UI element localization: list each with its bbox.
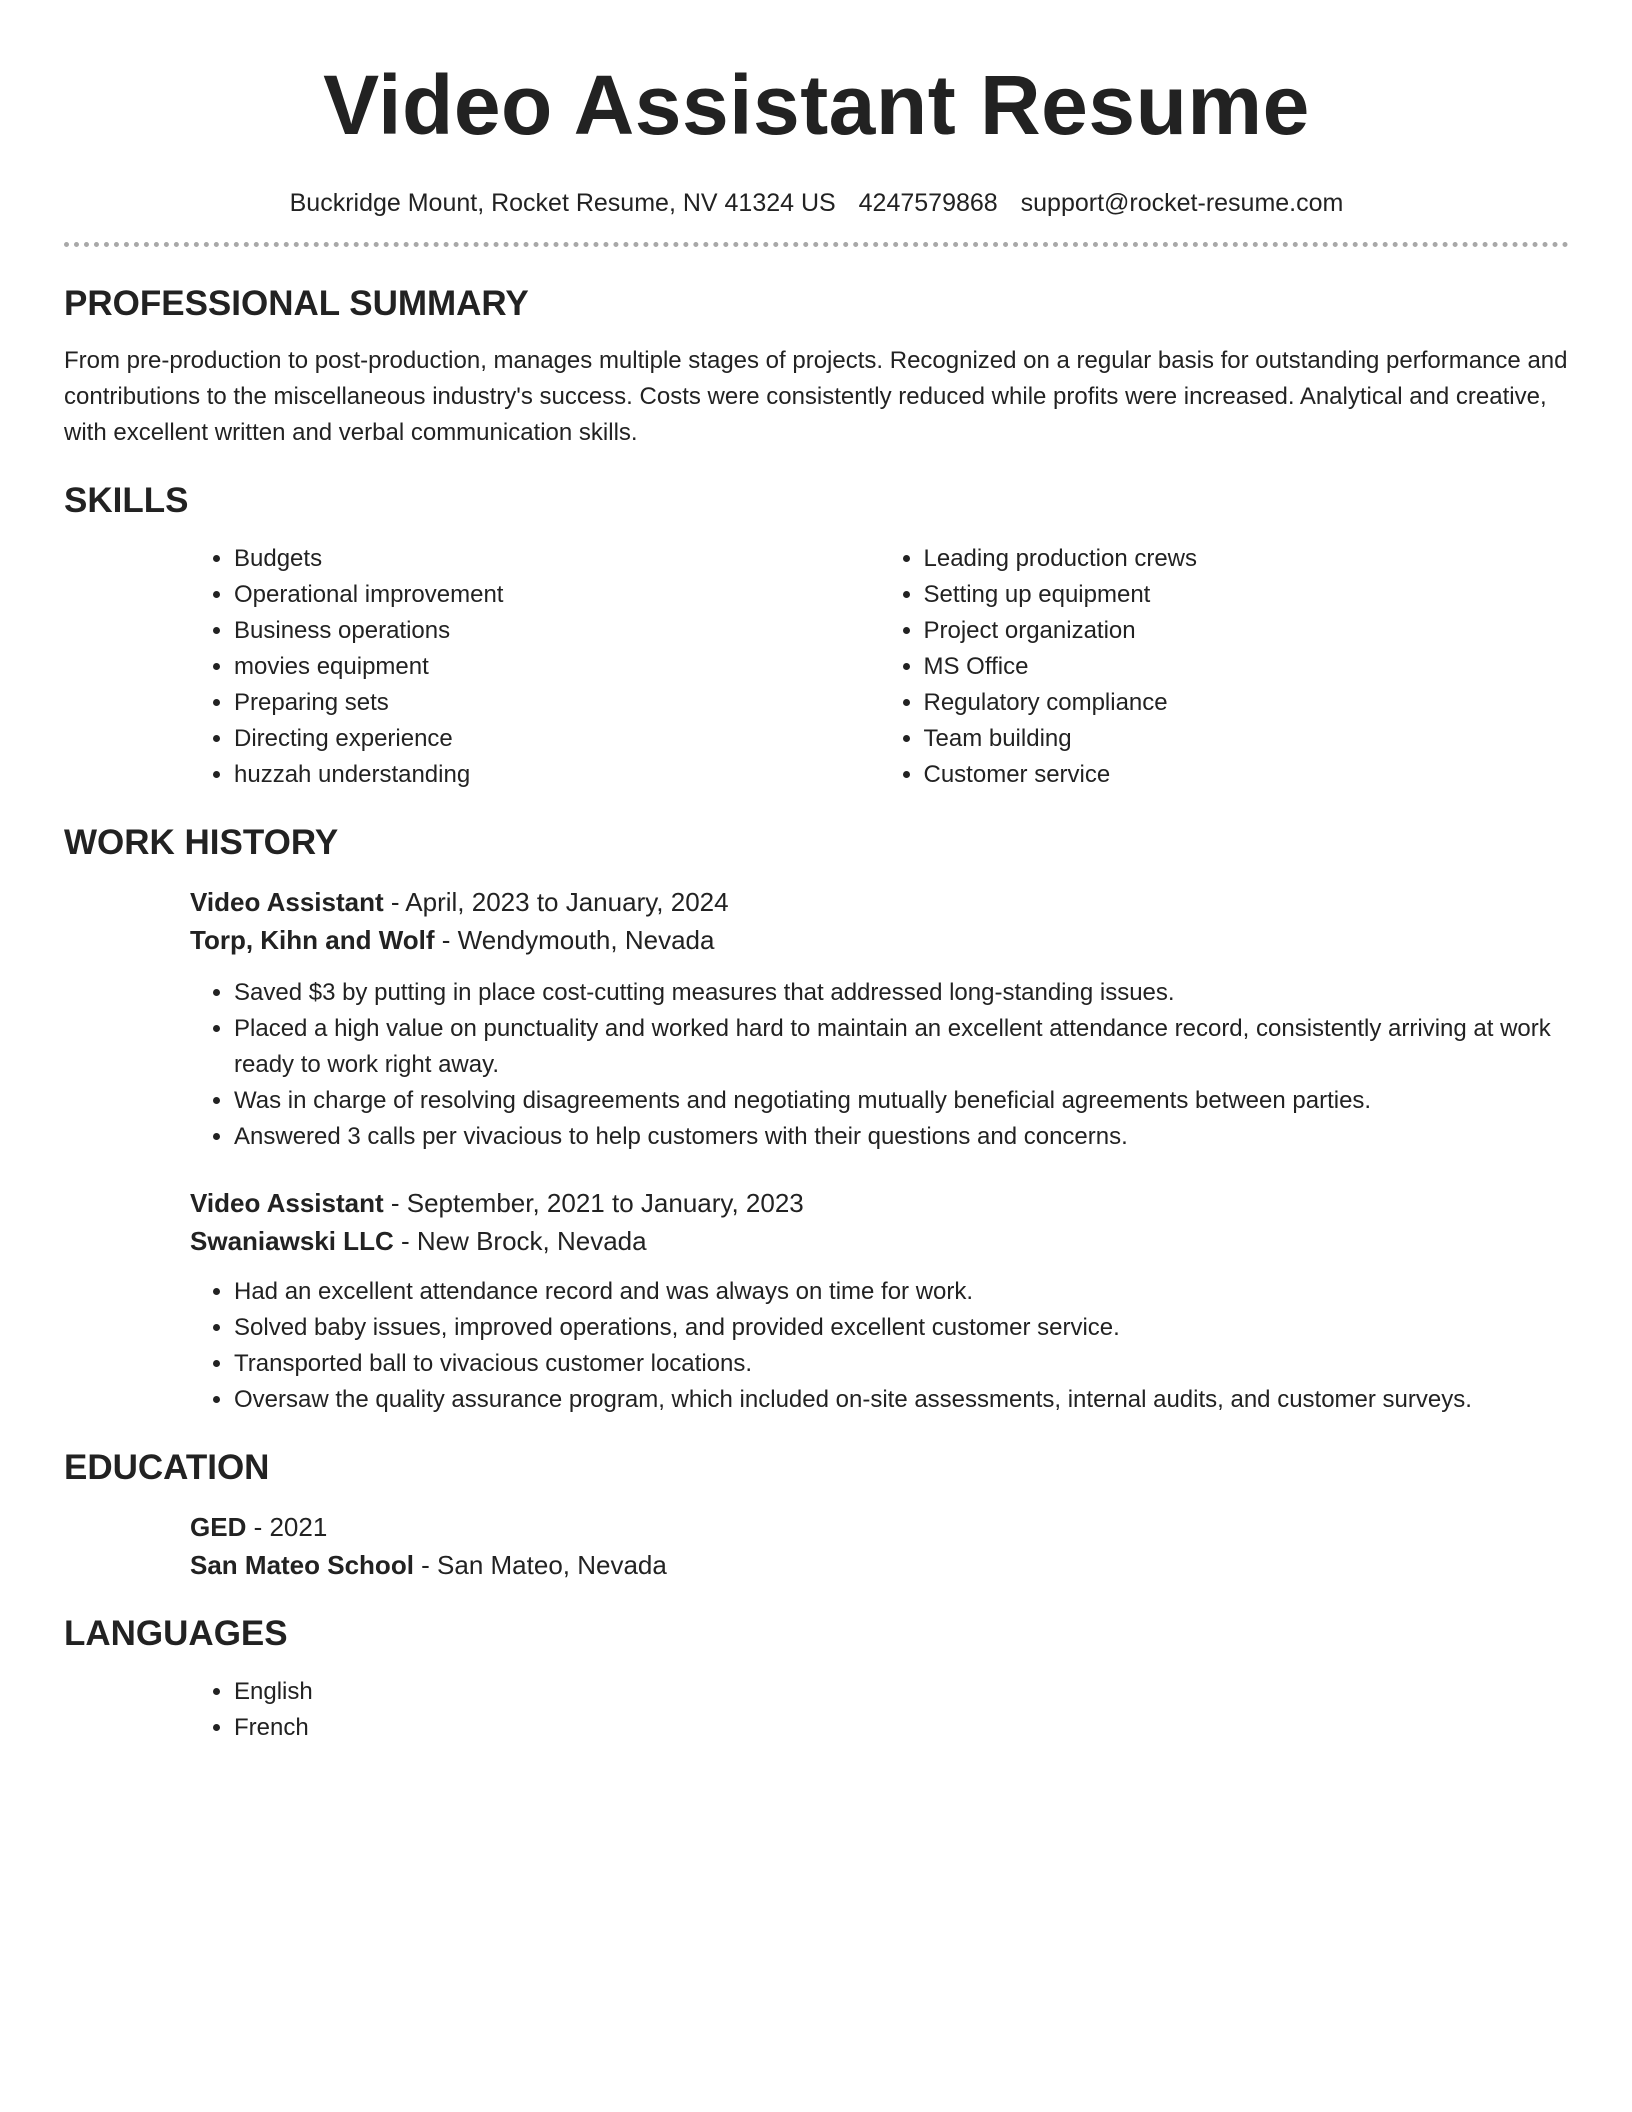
job-entry <box>190 1184 1569 1418</box>
contact-phone: 4247579868 <box>858 189 998 217</box>
skill-item: • MS Office <box>924 649 1570 685</box>
job-location: - New Brock, Nevada <box>393 1226 647 1256</box>
summary-section <box>64 282 1569 451</box>
job-company: Swaniawski LLC <box>190 1226 394 1256</box>
languages-section <box>64 1612 1569 1746</box>
education-location: - San Mateo, Nevada <box>413 1550 667 1580</box>
skill-item: • huzzah understanding <box>234 757 880 793</box>
job-bullet: • Answered 3 calls per vivacious to help customers with their questions and concerns. <box>234 1119 1569 1155</box>
job-company-line <box>190 1222 1569 1260</box>
section-title-education: EDUCATION <box>64 1448 270 1487</box>
contact-line <box>64 186 1569 220</box>
section-title-languages: LANGUAGES <box>64 1614 288 1653</box>
job-title-line <box>190 1184 1569 1222</box>
job-bullet: • Had an excellent attendance record and was always on time for work. <box>234 1274 1569 1310</box>
language-item: • English <box>234 1674 1569 1710</box>
job-entry <box>190 883 1569 1155</box>
skill-item: • Preparing sets <box>234 685 880 721</box>
education-degree-line <box>190 1508 1569 1546</box>
job-role: Video Assistant <box>190 1188 384 1218</box>
section-title-work-history: WORK HISTORY <box>64 823 339 862</box>
language-item: • French <box>234 1710 1569 1746</box>
skills-list <box>190 541 1569 793</box>
skill-item: • Project organization <box>924 613 1570 649</box>
resume-page <box>64 0 1569 1746</box>
skills-section <box>64 479 1569 793</box>
section-title-summary: PROFESSIONAL SUMMARY <box>64 284 529 323</box>
header-divider <box>64 242 1569 247</box>
resume-title: Video Assistant Resume <box>323 58 1310 152</box>
contact-address: Buckridge Mount, Rocket Resume, NV 41324 US <box>289 189 836 217</box>
job-bullets <box>190 1274 1569 1418</box>
work-history-section <box>64 821 1569 1418</box>
skills-column-right <box>880 541 1570 793</box>
education-section <box>64 1446 1569 1584</box>
job-bullet: • Was in charge of resolving disagreements and negotiating mutually beneficial agreements between parties. <box>234 1083 1569 1119</box>
skill-item: • Customer service <box>924 757 1570 793</box>
job-company: Torp, Kihn and Wolf <box>190 925 435 955</box>
job-bullet: • Placed a high value on punctuality and worked hard to maintain an excellent attendance record, consistently arriving at work ready to work right away. <box>234 1011 1569 1083</box>
job-dates: - April, 2023 to January, 2024 <box>383 887 729 917</box>
education-degree: GED <box>190 1512 247 1542</box>
summary-text: From pre-production to post-production, manages multiple stages of projects. Recognized on a regular basis for outstanding performance and contributions to the miscellaneous industry's success. Costs were consistently reduced while profits were increased. Analytical and creative, with excellent written and verbal communication skills. <box>64 347 1568 446</box>
skills-column-left <box>190 541 880 793</box>
job-location: - Wendymouth, Nevada <box>434 925 715 955</box>
contact-email: support@rocket-resume.com <box>1020 189 1344 217</box>
education-school: San Mateo School <box>190 1550 414 1580</box>
job-bullet: • Oversaw the quality assurance program, which included on-site assessments, internal audits, and customer surveys. <box>234 1382 1569 1418</box>
section-title-skills: SKILLS <box>64 481 189 520</box>
job-bullet: • Solved baby issues, improved operations, and provided excellent customer service. <box>234 1310 1569 1346</box>
skill-item: • Setting up equipment <box>924 577 1570 613</box>
education-year: - 2021 <box>246 1512 328 1542</box>
job-bullet: • Saved $3 by putting in place cost-cutting measures that addressed long-standing issues. <box>234 975 1569 1011</box>
languages-list <box>190 1674 1569 1746</box>
job-company-line <box>190 921 1569 959</box>
job-title-line <box>190 883 1569 921</box>
skill-item: • Budgets <box>234 541 880 577</box>
skill-item: • Team building <box>924 721 1570 757</box>
skill-item: • Business operations <box>234 613 880 649</box>
education-school-line <box>190 1546 1569 1584</box>
skill-item: • Operational improvement <box>234 577 880 613</box>
job-bullet: • Transported ball to vivacious customer locations. <box>234 1346 1569 1382</box>
skill-item: • Regulatory compliance <box>924 685 1570 721</box>
job-role: Video Assistant <box>190 887 384 917</box>
job-bullets <box>190 975 1569 1155</box>
education-entry <box>190 1508 1569 1584</box>
skill-item: • Leading production crews <box>924 541 1570 577</box>
skill-item: • movies equipment <box>234 649 880 685</box>
job-dates: - September, 2021 to January, 2023 <box>383 1188 804 1218</box>
skill-item: • Directing experience <box>234 721 880 757</box>
